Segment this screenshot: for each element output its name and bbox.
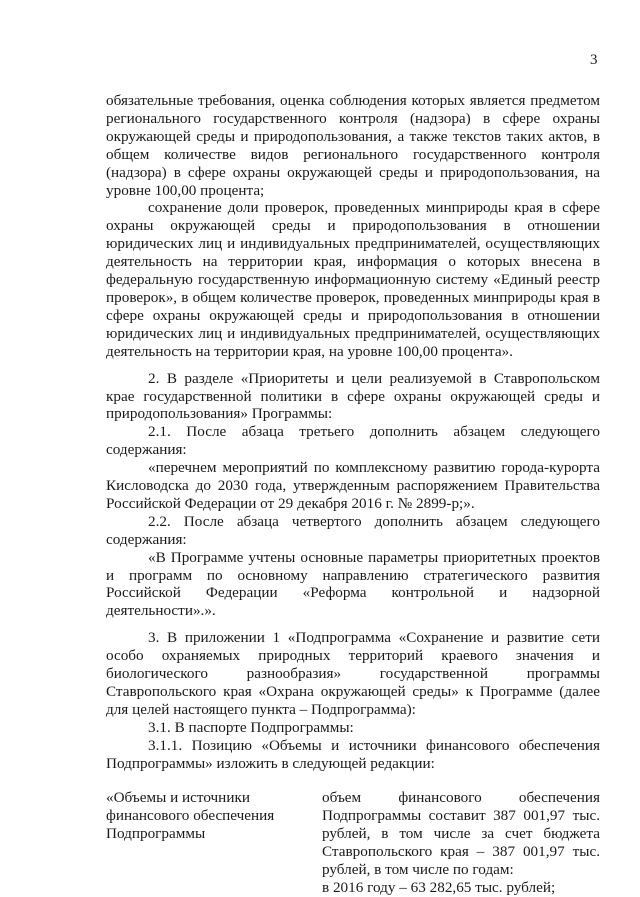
funding-summary: объем финансового обеспечения Подпрограммы составит 387 001,97 тыс. рублей, в том числе за счет бюджета Ставропольского края – 387 001,97 тыс. рублей, в том числе по годам: — [322, 788, 600, 878]
label-line-3: Подпрограммы — [106, 824, 206, 842]
funding-year-2016: в 2016 году – 63 282,65 тыс. рублей; — [322, 878, 556, 896]
paragraph-3-1-1: 3.1.1. Позицию «Объемы и источники финансового обеспечения Подпрограммы» изложить в следующей редакции: — [106, 736, 600, 772]
passport-table-value-cell — [322, 789, 600, 897]
paragraph-section-3: 3. В приложении 1 «Подпрограмма «Сохранение и развитие сети особо охраняемых природных территорий краевого значения и биологического разнообразия» государственной программы Ставропольского края «Охрана окружающей среды» к Программе (далее для целей настоящего пункта – Подпрограмма): — [106, 629, 600, 718]
label-line-2: финансового обеспечения — [106, 806, 275, 824]
passport-table — [106, 789, 600, 897]
paragraph-section-2: 2. В разделе «Приоритеты и цели реализуемой в Ставропольском крае государственной политики в сфере охраны окружающей среды и природопользования» Программы: — [106, 369, 600, 423]
paragraph-1: обязательные требования, оценка соблюдения которых является предметом регионального государственного контроля (надзора) в сфере охраны окружающей среды и природопользования, а также текстов таких актов, в общем количестве видов регионального государственного контроля (надзора) в сфере охраны окружающей среды и природопользования, на уровне 100,00 процента; — [106, 92, 600, 199]
label-line-1: «Объемы и источники — [106, 788, 250, 806]
page-number: 3 — [590, 52, 598, 68]
paragraph-quote-1: «перечнем мероприятий по комплексному развитию города-курорта Кисловодска до 2030 года, утвержденным распоряжением Правительства Российской Федерации от 29 декабря 2016 г. № 2899-р;». — [106, 459, 600, 512]
paragraph-2: сохранение доли проверок, проведенных минприроды края в сфере охраны окружающей среды и природопользования в отношении юридических лиц и индивидуальных предпринимателей, осуществляющих деятельность на территории края, информация о которых внесена в федеральную государственную информационную систему «Единый реестр проверок», в общем количестве проверок, проведенных минприроды края в сфере охраны окружающей среды и природопользования в отношении юридических лиц и индивидуальных предпринимателей, осуществляющих деятельность на территории края, на уровне 100,00 процента». — [106, 199, 600, 360]
paragraph-quote-2: «В Программе учтены основные параметры приоритетных проектов и программ по основному направлению стратегического развития Российской Федерации «Реформа контрольной и надзорной деятельности».». — [106, 548, 600, 620]
paragraph-2-2: 2.2. После абзаца четвертого дополнить абзацем следующего содержания: — [106, 512, 600, 548]
document-body — [106, 92, 600, 897]
paragraph-3-1: 3.1. В паспорте Подпрограммы: — [148, 718, 354, 736]
paragraph-2-1: 2.1. После абзаца третьего дополнить абзацем следующего содержания: — [106, 423, 600, 459]
passport-table-label-cell — [106, 789, 296, 897]
